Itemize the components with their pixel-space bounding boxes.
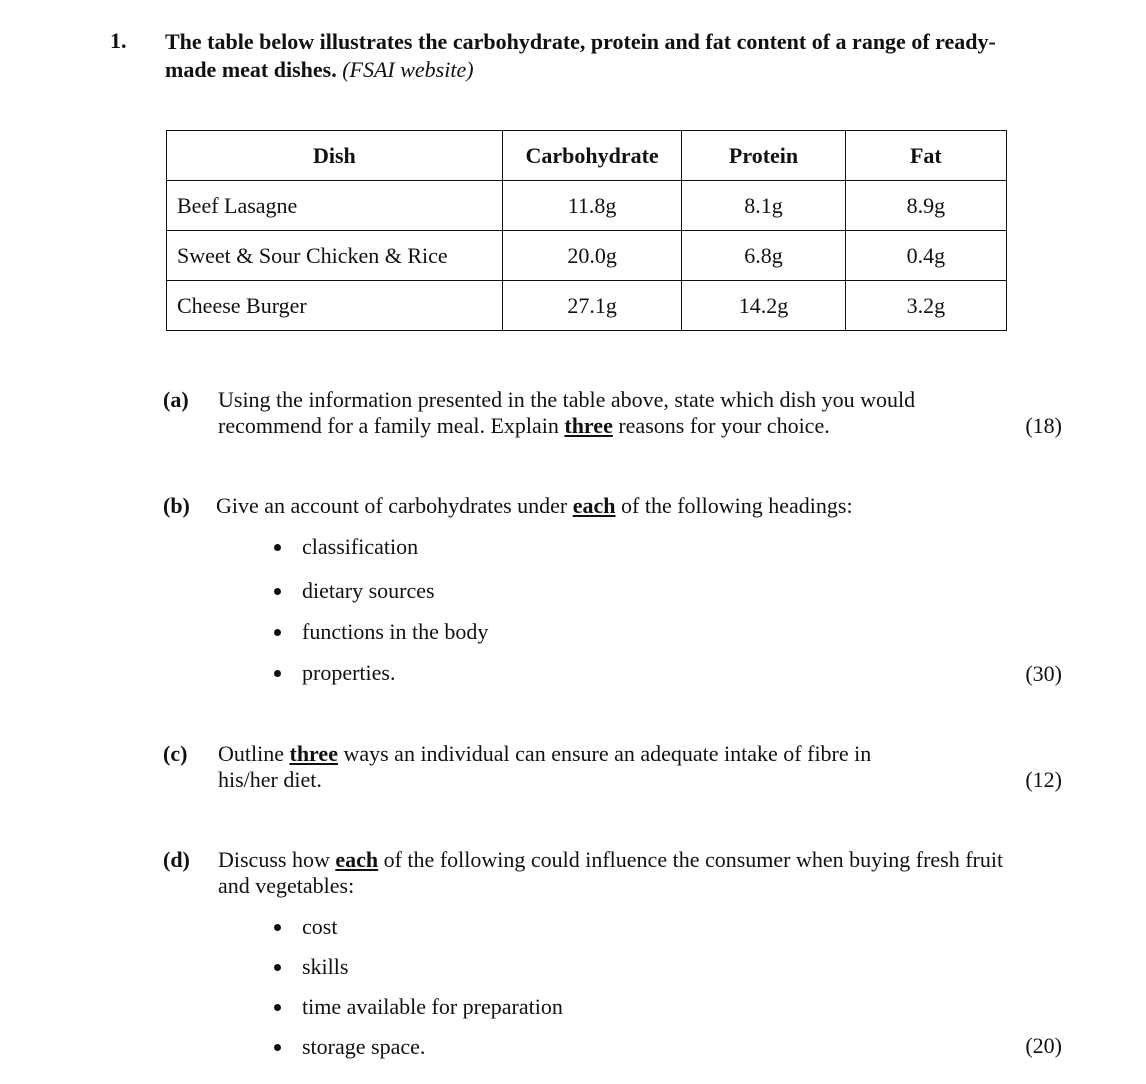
part-b-text-2: of the following headings: (615, 493, 853, 518)
cell-protein: 6.8g (682, 231, 845, 281)
cell-carbohydrate: 20.0g (502, 231, 682, 281)
part-a-text-1: Using the information presented in the table above, state which dish you would recommend for a family meal. Explain (218, 387, 916, 438)
part-b-bullets (274, 534, 488, 686)
list-item: time available for preparation (274, 994, 563, 1034)
table-header-row (167, 131, 1007, 181)
list-item: cost (274, 914, 563, 954)
list-item: storage space. (274, 1034, 563, 1060)
cell-carbohydrate: 27.1g (502, 281, 682, 331)
list-item: dietary sources (274, 578, 488, 619)
list-item: skills (274, 954, 563, 994)
part-d-text (218, 847, 1018, 899)
part-d-bullets (274, 914, 563, 1060)
part-c-label: (c) (163, 741, 188, 766)
part-a-text-2: reasons for your choice. (612, 413, 830, 438)
question-number: 1. (110, 28, 127, 53)
table-row (167, 281, 1007, 331)
list-item: classification (274, 534, 488, 578)
cell-fat: 3.2g (845, 281, 1006, 331)
question-intro (165, 28, 1025, 84)
part-c-text (218, 741, 918, 793)
nutrition-table (166, 130, 1007, 331)
part-a-emphasis: three (564, 413, 613, 438)
cell-protein: 8.1g (682, 181, 845, 231)
part-c-text-2: ways an individual can ensure an adequate intake of fibre in his/her diet. (218, 741, 872, 792)
cell-fat: 0.4g (845, 231, 1006, 281)
part-d-emphasis: each (335, 847, 379, 872)
part-c-emphasis: three (289, 741, 338, 766)
table-row (167, 231, 1007, 281)
cell-dish: Cheese Burger (167, 281, 503, 331)
cell-fat: 8.9g (845, 181, 1006, 231)
part-b-emphasis: each (572, 493, 616, 518)
cell-dish: Sweet & Sour Chicken & Rice (167, 231, 503, 281)
part-c-text-1: Outline (218, 741, 290, 766)
header-dish: Dish (167, 131, 503, 181)
cell-carbohydrate: 11.8g (502, 181, 682, 231)
header-carbohydrate: Carbohydrate (502, 131, 682, 181)
part-d-label: (d) (163, 847, 190, 872)
header-fat: Fat (845, 131, 1006, 181)
part-d-marks: (20) (1025, 1033, 1062, 1058)
cell-dish: Beef Lasagne (167, 181, 503, 231)
list-item: properties. (274, 660, 488, 686)
intro-text: The table below illustrates the carbohydrate, protein and fat content of a range of ready-made meat dishes. (165, 29, 996, 82)
part-a-label: (a) (163, 387, 189, 412)
part-b-text-1: Give an account of carbohydrates under (216, 493, 573, 518)
part-b-marks: (30) (1025, 661, 1062, 686)
part-a-marks: (18) (1025, 413, 1062, 438)
cell-protein: 14.2g (682, 281, 845, 331)
part-c-marks: (12) (1025, 767, 1062, 792)
table-row (167, 181, 1007, 231)
list-item: functions in the body (274, 619, 488, 660)
part-b-text (216, 493, 1016, 519)
intro-source: (FSAI website) (342, 57, 474, 82)
header-protein: Protein (682, 131, 845, 181)
part-b-label: (b) (163, 493, 190, 518)
part-d-text-1: Discuss how (218, 847, 336, 872)
part-d-text-2: of the following could influence the consumer when buying fresh fruit and vegetables: (218, 847, 1004, 898)
part-a-text (218, 387, 978, 439)
